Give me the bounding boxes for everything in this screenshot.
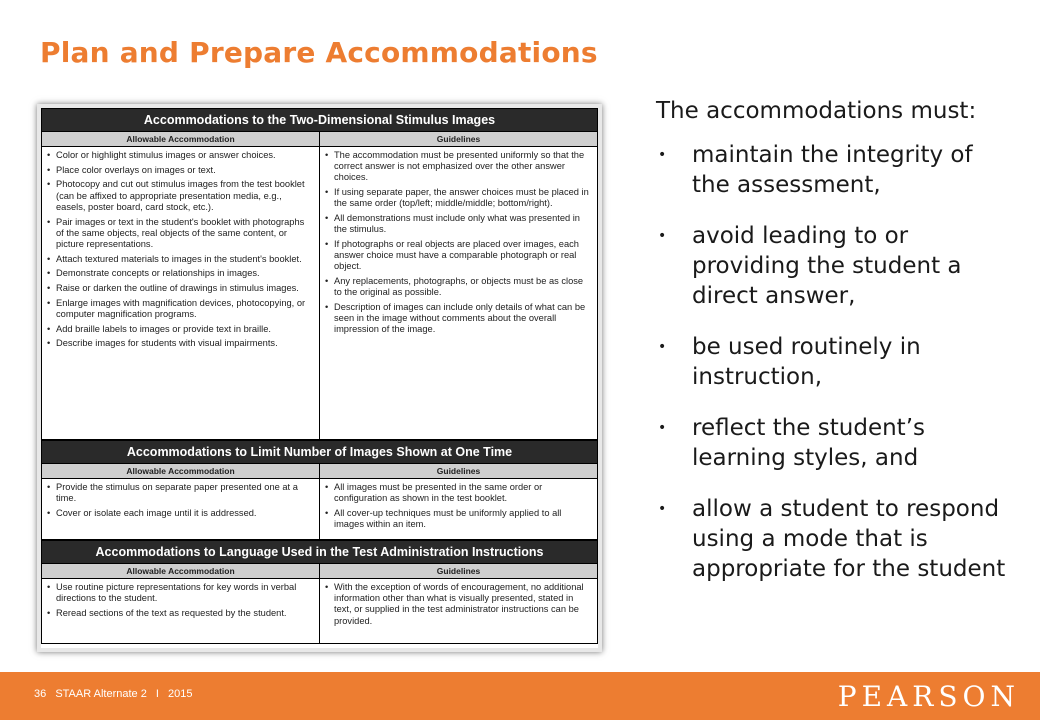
list-item bbox=[656, 332, 1006, 392]
column-header-allowable: Allowable Accommodation bbox=[126, 566, 235, 576]
list-item: • All images must be presented in the same order or configuration as shown in the test booklet. bbox=[334, 482, 591, 504]
allowable-list bbox=[42, 579, 319, 643]
page-number: 36 bbox=[34, 688, 47, 700]
bullet-text: avoid leading to or providing the student a direct answer, bbox=[692, 223, 962, 309]
column-header-guidelines: Guidelines bbox=[319, 464, 597, 478]
list-item: • If using separate paper, the answer choices must be placed in the same order (top/left; middle/middle; bottom/right). bbox=[334, 187, 591, 209]
list-item: • Demonstrate concepts or relationships in images. bbox=[56, 268, 313, 279]
section-heading-stimulus-images: Accommodations to the Two-Dimensional Stimulus Images bbox=[41, 108, 598, 132]
requirements-panel bbox=[656, 96, 1006, 605]
list-item: • Place color overlays on images or text. bbox=[56, 165, 313, 176]
column-header-guidelines: Guidelines bbox=[319, 564, 597, 578]
list-item: • Enlarge images with magnification devices, photocopying, or computer magnification programs. bbox=[56, 298, 313, 320]
bullet-text: allow a student to respond using a mode that is appropriate for the student bbox=[692, 496, 1006, 582]
accommodations-table-image bbox=[37, 104, 602, 652]
list-item: • With the exception of words of encouragement, no additional information other than what is visually presented, stated in text, or supplied in the test administrator instructions can be provided. bbox=[334, 582, 591, 627]
guidelines-list bbox=[319, 479, 597, 539]
slide-title: Plan and Prepare Accommodations bbox=[40, 36, 598, 69]
list-item bbox=[656, 413, 1006, 473]
list-item: • Color or highlight stimulus images or answer choices. bbox=[56, 150, 313, 161]
bullet-icon: • bbox=[658, 501, 667, 517]
column-headers bbox=[41, 132, 598, 146]
column-headers bbox=[41, 564, 598, 578]
list-item: • Raise or darken the outline of drawings in stimulus images. bbox=[56, 283, 313, 294]
bullet-text: reflect the student’s learning styles, and bbox=[692, 415, 925, 471]
list-item: • Cover or isolate each image until it is addressed. bbox=[56, 508, 313, 519]
list-item: • The accommodation must be presented uniformly so that the correct answer is not emphasized over the other answer choices. bbox=[334, 150, 591, 184]
list-item: • Attach textured materials to images in the student's booklet. bbox=[56, 254, 313, 265]
bullet-text: maintain the integrity of the assessment, bbox=[692, 142, 973, 198]
list-item: • All cover-up techniques must be uniformly applied to all images within an item. bbox=[334, 508, 591, 530]
footer-meta bbox=[34, 688, 199, 700]
section-body bbox=[41, 146, 598, 440]
list-item: • Use routine picture representations for key words in verbal directions to the student. bbox=[56, 582, 313, 604]
column-header-allowable: Allowable Accommodation bbox=[126, 466, 235, 476]
guidelines-list bbox=[319, 579, 597, 643]
column-headers bbox=[41, 464, 598, 478]
list-item: • Reread sections of the text as requested by the student. bbox=[56, 608, 313, 619]
guidelines-list bbox=[319, 147, 597, 439]
column-header-allowable: Allowable Accommodation bbox=[126, 134, 235, 144]
list-item: • Photocopy and cut out stimulus images from the test booklet (can be affixed to appropriate presentation media, e.g., easels, poster board, card stock, etc.). bbox=[56, 179, 313, 213]
list-item: • Provide the stimulus on separate paper presented one at a time. bbox=[56, 482, 313, 504]
list-item: • Add braille labels to images or provide text in braille. bbox=[56, 324, 313, 335]
list-item bbox=[656, 494, 1006, 584]
bullet-text: be used routinely in instruction, bbox=[692, 334, 921, 390]
list-item bbox=[656, 140, 1006, 200]
list-item: • Describe images for students with visual impairments. bbox=[56, 338, 313, 349]
allowable-list bbox=[42, 147, 319, 439]
requirements-intro: The accommodations must: bbox=[656, 98, 977, 124]
section-heading-limit-images: Accommodations to Limit Number of Images Shown at One Time bbox=[41, 440, 598, 464]
document-year: 2015 bbox=[168, 688, 193, 700]
section-body bbox=[41, 478, 598, 540]
bullet-icon: • bbox=[658, 420, 667, 436]
section-heading-language-instructions: Accommodations to Language Used in the Test Administration Instructions bbox=[41, 540, 598, 564]
bullet-icon: • bbox=[658, 228, 667, 244]
allowable-list bbox=[42, 479, 319, 539]
document-name: STAAR Alternate 2 bbox=[55, 688, 147, 700]
accommodations-table bbox=[41, 108, 598, 648]
requirements-list bbox=[656, 140, 1006, 584]
pearson-logo: PEARSON bbox=[837, 680, 1020, 713]
footer-bar bbox=[0, 672, 1040, 720]
footer-separator: I bbox=[155, 688, 159, 700]
list-item: • All demonstrations must include only what was presented in the stimulus. bbox=[334, 213, 591, 235]
section-body bbox=[41, 578, 598, 644]
list-item: • If photographs or real objects are placed over images, each answer choice must have a comparable photograph or real object. bbox=[334, 239, 591, 273]
list-item: • Pair images or text in the student's booklet with photographs of the same objects, real objects of the same content, or picture representations. bbox=[56, 217, 313, 251]
bullet-icon: • bbox=[658, 147, 667, 163]
list-item bbox=[656, 221, 1006, 311]
list-item: • Any replacements, photographs, or objects must be as close to the original as possible. bbox=[334, 276, 591, 298]
list-item: • Description of images can include only details of what can be seen in the image without comments about the overall impression of the image. bbox=[334, 302, 591, 336]
column-header-guidelines: Guidelines bbox=[319, 132, 597, 146]
bullet-icon: • bbox=[658, 339, 667, 355]
